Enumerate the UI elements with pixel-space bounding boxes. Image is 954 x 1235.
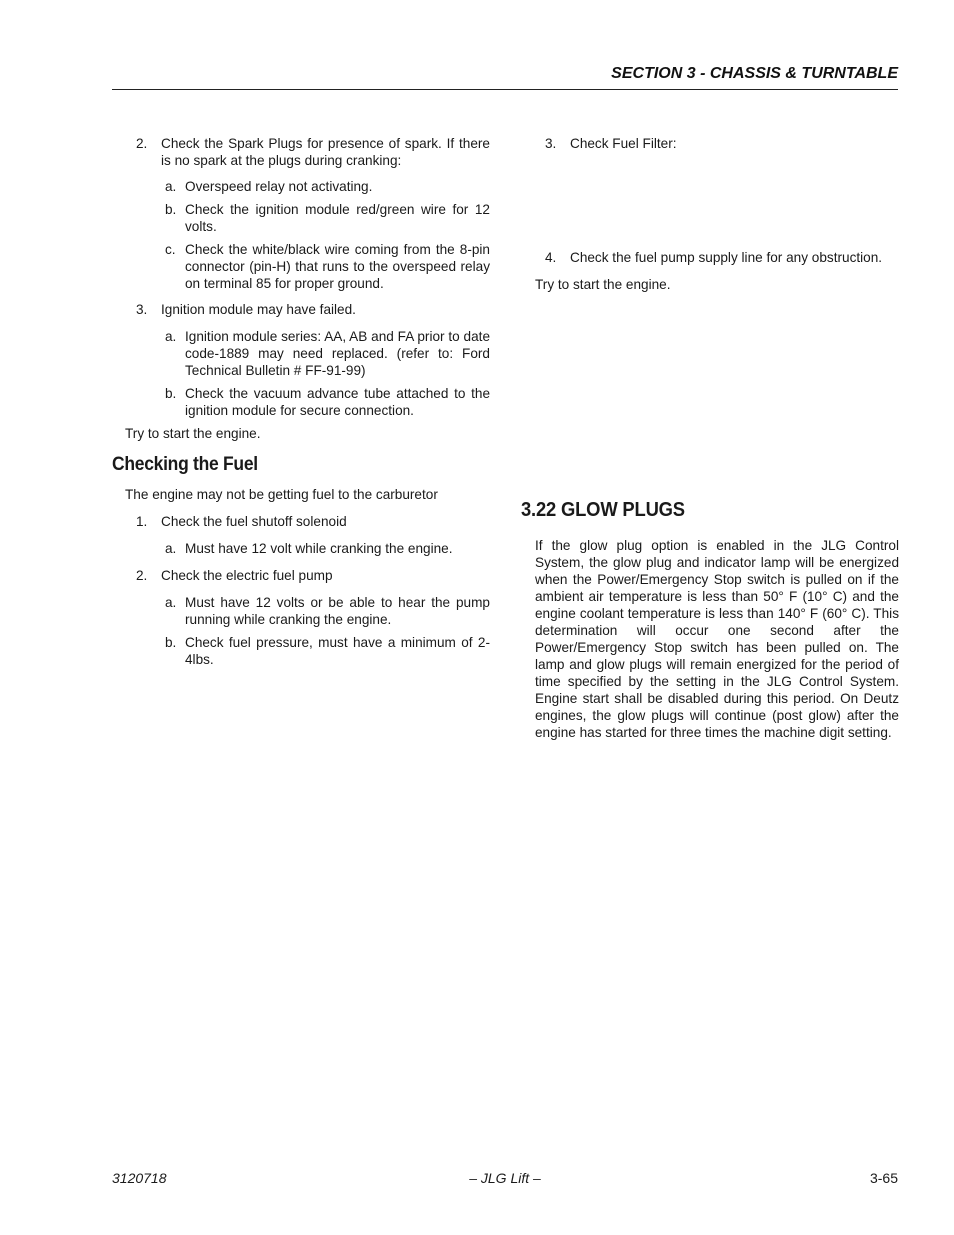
section-heading-glow-plugs: 3.22 GLOW PLUGS <box>521 499 685 521</box>
try-start-text: Try to start the engine. <box>125 426 261 441</box>
sub-item <box>112 201 490 235</box>
list-item-text: Check the electric fuel pump <box>161 568 333 583</box>
sub-item-text: Check the ignition module red/green wire for 12 volts. <box>185 202 490 234</box>
sub-item-text: Check the white/black wire coming from the 8-pin connector (pin-H) that runs to the overspeed relay on terminal 85 for proper ground. <box>185 242 490 291</box>
list-item-fuel-shutoff <box>112 513 490 530</box>
sub-letter: b. <box>165 202 177 217</box>
sub-letter: b. <box>165 635 177 650</box>
sub-item-text: Must have 12 volts or be able to hear the pump running while cranking the engine. <box>185 595 490 627</box>
sub-item <box>112 634 490 668</box>
list-item-fuel-supply-line <box>521 249 899 266</box>
sub-letter: b. <box>165 386 177 401</box>
list-number: 3. <box>545 136 557 151</box>
sub-letter: a. <box>165 595 177 610</box>
list-item-text: Check the Spark Plugs for presence of spark. If there is no spark at the plugs during cranking: <box>161 136 490 168</box>
list-item-spark-plugs <box>112 135 490 169</box>
sub-letter: a. <box>165 541 177 556</box>
sub-item-text: Check the vacuum advance tube attached to the ignition module for secure connection. <box>185 386 490 418</box>
glow-plugs-paragraph: If the glow plug option is enabled in the JLG Control System, the glow plug and indicator lamp will be energized when the Power/Emergency Stop switch is pulled on if the ambient air temperature is less than 50° F (10° C) and the engine coolant temperature is less than 140° F (60° C). This determination will occur one second after the Power/Emergency Stop switch has been pulled on. The lamp and glow plugs will remain energized for the period of time specified by the setting in the JLG Control System. Engine start shall be disabled during this period. On Deutz engines, the glow plugs will continue (post glow) after the engine has started for three times the machine digit setting. <box>535 538 899 740</box>
left-column <box>112 135 490 674</box>
sub-letter: a. <box>165 329 177 344</box>
footer-brand: – JLG Lift – <box>469 1170 541 1186</box>
list-item-fuel-filter <box>521 135 899 152</box>
list-number: 2. <box>136 136 148 151</box>
list-item-text: Check Fuel Filter: <box>570 136 677 151</box>
list-number: 2. <box>136 568 148 583</box>
section-title: SECTION 3 - CHASSIS & TURNTABLE <box>611 65 898 82</box>
document-number: 3120718 <box>112 1170 167 1186</box>
sub-item-text: Check fuel pressure, must have a minimum of 2-4lbs. <box>185 635 490 667</box>
list-number: 4. <box>545 250 557 265</box>
sub-item-text: Ignition module series: AA, AB and FA prior to date code-1889 may need replaced. (refer to: Ford Technical Bulletin # FF-91-99) <box>185 329 490 378</box>
list-item-ignition-module <box>112 301 490 318</box>
sub-item <box>112 241 490 292</box>
fuel-intro-text: The engine may not be getting fuel to the carburetor <box>125 487 438 502</box>
sub-item <box>112 385 490 419</box>
sub-item <box>112 328 490 379</box>
list-item-fuel-pump <box>112 567 490 584</box>
blank-space <box>521 162 899 249</box>
sub-item <box>112 178 490 195</box>
list-number: 1. <box>136 514 148 529</box>
blank-space <box>521 303 899 499</box>
sub-item <box>112 594 490 628</box>
list-item-text: Ignition module may have failed. <box>161 302 356 317</box>
sub-letter: a. <box>165 179 177 194</box>
list-number: 3. <box>136 302 148 317</box>
sub-item-text: Overspeed relay not activating. <box>185 179 373 194</box>
try-start-text: Try to start the engine. <box>535 277 671 292</box>
sub-item <box>112 540 490 557</box>
list-item-text: Check the fuel pump supply line for any obstruction. <box>570 250 883 265</box>
list-item-text: Check the fuel shutoff solenoid <box>161 514 347 529</box>
sub-item-text: Must have 12 volt while cranking the engine. <box>185 541 453 556</box>
section-heading-checking-fuel: Checking the Fuel <box>112 454 258 475</box>
right-column <box>521 135 899 741</box>
sub-letter: c. <box>165 242 176 257</box>
page-number: 3-65 <box>869 1170 898 1186</box>
page-header <box>112 62 898 90</box>
